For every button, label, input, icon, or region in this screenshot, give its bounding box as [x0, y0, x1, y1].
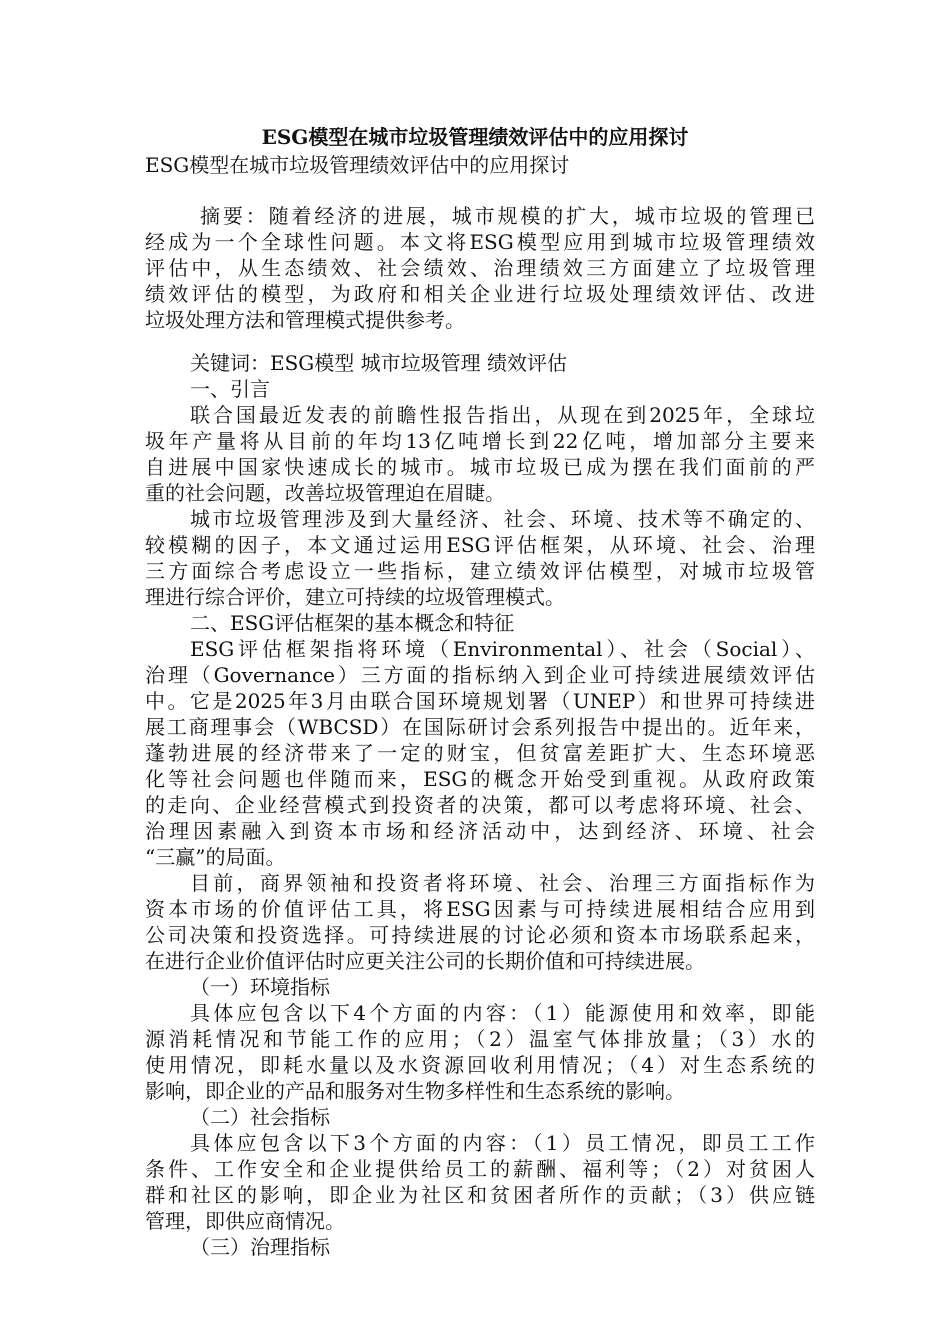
- paragraph-line: 公司决策和投资选择。可持续进展的讨论必须和资本市场联系起来，: [145, 923, 815, 947]
- paragraph-line: 城市垃圾管理涉及到大量经济、社会、环境、技术等不确定的、: [190, 507, 815, 531]
- subsection-heading: （一）环境指标: [190, 975, 330, 999]
- section-heading: 二、ESG评估框架的基本概念和特征: [190, 611, 515, 635]
- paragraph-line: 管理，即供应商情况。: [145, 1209, 345, 1233]
- paragraph-line: 重的社会问题，改善垃圾管理迫在眉睫。: [145, 481, 505, 505]
- document-title: ESG模型在城市垃圾管理绩效评估中的应用探讨: [261, 125, 689, 149]
- paragraph-line: 圾年产量将从目前的年均13亿吨增长到22亿吨，增加部分主要来: [145, 429, 815, 453]
- paragraph-line: 中。它是2025年3月由联合国环境规划署（UNEP）和世界可持续进: [145, 689, 815, 713]
- section-heading: 一、引言: [190, 377, 270, 401]
- paragraph-line: 具体应包含以下3个方面的内容：（1）员工情况，即员工工作: [190, 1131, 815, 1155]
- abstract-line: 绩效评估的模型，为政府和相关企业进行垃圾处理绩效评估、改进: [145, 282, 815, 306]
- paragraph-line: 具体应包含以下4个方面的内容：（1）能源使用和效率，即能: [190, 1001, 815, 1025]
- abstract-line: 经成为一个全球性问题。本文将ESG模型应用到城市垃圾管理绩效: [145, 230, 815, 254]
- paragraph-line: 化等社会问题也伴随而来，ESG的概念开始受到重视。从政府政策: [145, 767, 815, 791]
- paragraph-line: 源消耗情况和节能工作的应用；（2）温室气体排放量；（3）水的: [145, 1027, 815, 1051]
- paragraph-line: 群和社区的影响，即企业为社区和贫困者所作的贡献；（3）供应链: [145, 1183, 815, 1207]
- abstract-line: 垃圾处理方法和管理模式提供参考。: [145, 308, 465, 332]
- paragraph-line: 使用情况，即耗水量以及水资源回收利用情况；（4）对生态系统的: [145, 1053, 815, 1077]
- paragraph-line: 较模糊的因子，本文通过运用ESG评估框架，从环境、社会、治理: [145, 533, 815, 557]
- paragraph-line: 目前，商界领袖和投资者将环境、社会、治理三方面指标作为: [190, 871, 815, 895]
- paragraph-line: 蓬勃进展的经济带来了一定的财宝，但贫富差距扩大、生态环境恶: [145, 741, 815, 765]
- paragraph-line: 影响，即企业的产品和服务对生物多样性和生态系统的影响。: [145, 1079, 685, 1103]
- paragraph-line: ESG评估框架指将环境（Environmental）、社会（Social）、: [190, 637, 815, 661]
- paragraph-line: 治理（Governance）三方面的指标纳入到企业可持续进展绩效评估: [145, 663, 815, 687]
- subsection-heading: （三）治理指标: [190, 1235, 330, 1259]
- keywords-line: 关键词：ESG模型 城市垃圾管理 绩效评估: [190, 351, 567, 375]
- paragraph-line: 展工商理事会（WBCSD）在国际研讨会系列报告中提出的。近年来，: [145, 715, 815, 739]
- paragraph-line: 三方面综合考虑设立一些指标，建立绩效评估模型，对城市垃圾管: [145, 559, 815, 583]
- paragraph-line: 在进行企业价值评估时应更关注公司的长期价值和可持续进展。: [145, 949, 705, 973]
- paragraph-line: “三赢”的局面。: [145, 845, 286, 869]
- abstract-line: 摘要：随着经济的进展，城市规模的扩大，城市垃圾的管理已: [200, 204, 815, 228]
- paragraph-line: 治理因素融入到资本市场和经济活动中，达到经济、环境、社会: [145, 819, 815, 843]
- paragraph-line: 的走向、企业经营模式到投资者的决策，都可以考虑将环境、社会、: [145, 793, 815, 817]
- subsection-heading: （二）社会指标: [190, 1105, 330, 1129]
- subtitle-line: ESG模型在城市垃圾管理绩效评估中的应用探讨: [145, 153, 570, 177]
- paragraph-line: 理进行综合评价，建立可持续的垃圾管理模式。: [145, 585, 565, 609]
- paragraph-line: 自进展中国家快速成长的城市。城市垃圾已成为摆在我们面前的严: [145, 455, 815, 479]
- paragraph-line: 联合国最近发表的前瞻性报告指出，从现在到2025年，全球垃: [190, 403, 815, 427]
- paragraph-line: 条件、工作安全和企业提供给员工的薪酬、福利等；（2）对贫困人: [145, 1157, 815, 1181]
- paragraph-line: 资本市场的价值评估工具，将ESG因素与可持续进展相结合应用到: [145, 897, 815, 921]
- abstract-line: 评估中，从生态绩效、社会绩效、治理绩效三方面建立了垃圾管理: [145, 256, 815, 280]
